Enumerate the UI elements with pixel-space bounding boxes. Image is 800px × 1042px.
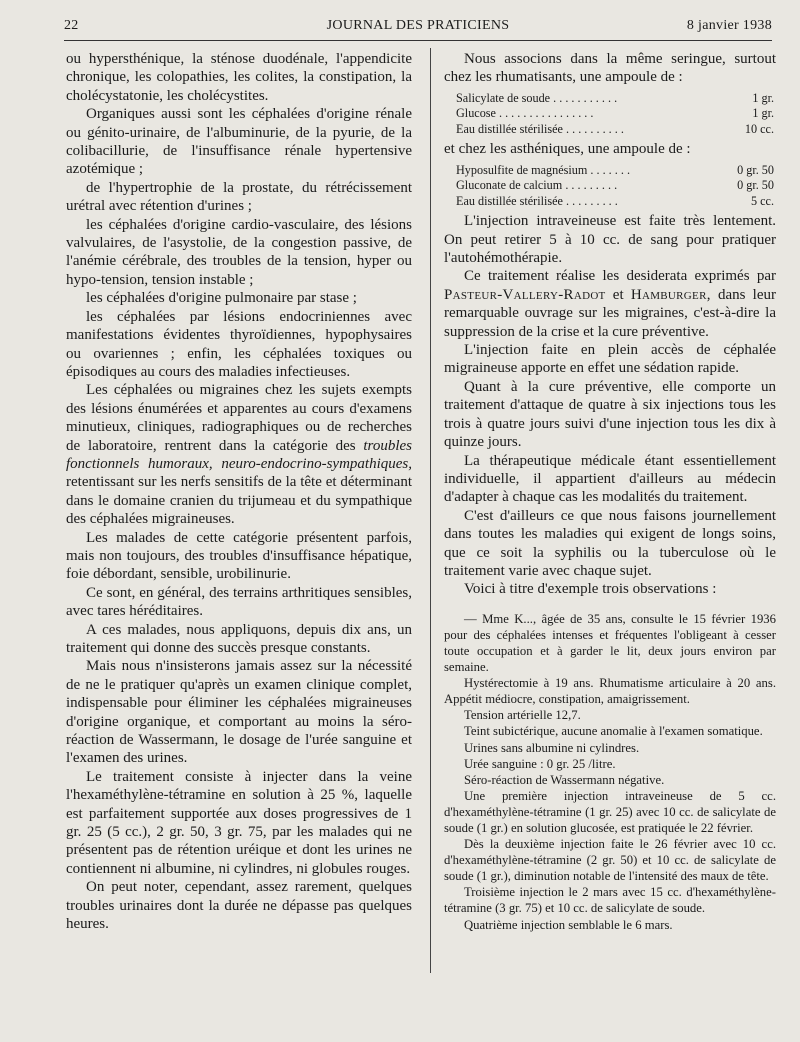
paragraph: Organiques aussi sont les céphalées d'origine rénale ou génito-urinaire, de l'albuminurie, de la pyurie, de la colibacillurie, de l'insuffisance rénale hypertensive azotémique ;: [66, 106, 412, 178]
ingredient: [456, 194, 692, 210]
quantity: 1 gr.: [752, 106, 774, 121]
observation-paragraph: Teint subictérique, aucune anomalie à l'examen somatique.: [464, 724, 763, 739]
observation-block: [444, 611, 776, 933]
paragraph: les céphalées d'origine cardio-vasculaire, des lésions valvulaires, de l'asystolie, de la congestion passive, de l'anémie cérébrale, des troubles de la tension, hyper ou hypo-tension, tension instable ;: [66, 216, 412, 288]
paragraph: Voici à titre d'exemple trois observations :: [464, 581, 717, 598]
text-run: Ce traitement réalise les desiderata exprimés par: [464, 268, 776, 285]
header-rule: [64, 40, 772, 41]
paragraph: [444, 267, 776, 341]
left-column: [66, 50, 412, 934]
paragraph: On peut noter, cependant, assez rarement, quelques troubles urinaires dont la durée ne dépasse pas quelques heures.: [66, 879, 412, 933]
paragraph: Le traitement consiste à injecter dans la veine l'hexaméthylène-tétramine en solution à 25 %, laquelle est parfaitement supportée aux doses progressives de 1 gr. 25 (5 cc.), 2 gr. 50, 3 gr. 75, par les malades qui ne présentent pas de rétention uréique et dont les urines ne contiennent ni albumine, ni cylindres, ni globules rouges.: [66, 768, 412, 877]
observation-paragraph: Dès la deuxième injection faite le 26 février avec 10 cc. d'hexaméthylène-tétramine (2 gr. 50) et 10 cc. de salicylate de soude (1 gr.), diminution notable de l'intensité des maux de tête.: [444, 837, 776, 884]
paragraph: Ce sont, en général, des terrains arthritiques sensibles, avec tares héréditaires.: [66, 584, 412, 620]
quantity: 5 cc.: [750, 193, 774, 208]
paragraph: Les malades de cette catégorie présentent parfois, mais non toujours, des troubles d'insuffisance hépatique, foie débordant, sensible, urobilinurie.: [66, 529, 412, 583]
right-column: [444, 50, 776, 933]
leader-dots: . . . . . . . . . .: [562, 121, 624, 136]
formula-row: [456, 91, 774, 107]
text-run: et: [605, 286, 631, 303]
ingredient-name: Eau distillée stérilisée: [456, 193, 563, 208]
leader-dots: . . . . . . . . . . . . . . . .: [495, 106, 594, 121]
paragraph: les céphalées par lésions endocriniennes avec manifestations évidentes thyroïdiennes, hypophysaires ou ovariennes ; enfin, les céphalées toxiques ou épisodiques au cours des maladies infectieuses.: [66, 308, 412, 380]
journal-title: JOURNAL DES PRATICIENS: [326, 18, 510, 33]
ingredient-name: Gluconate de calcium: [456, 178, 563, 193]
paragraph: A ces malades, nous appliquons, depuis dix ans, un traitement qui donne des succès presque constants.: [66, 621, 412, 656]
formula-table-rheumatic: [456, 91, 774, 138]
observation-paragraph: Une première injection intraveineuse de 5 cc. d'hexaméthylène-tétramine (1 gr. 25) avec 10 cc. de salicylate de soude (1 gr.) en solution glucosée, est pratiquée le 22 février.: [444, 788, 776, 835]
observation-paragraph: Séro-réaction de Wassermann négative.: [464, 772, 665, 787]
observation-paragraph: Hystérectomie à 19 ans. Rhumatisme articulaire à 20 ans. Appétit médiocre, constipation, amaigrissement.: [444, 676, 776, 707]
paragraph: L'injection intraveineuse est faite très lentement. On peut retirer 5 à 10 cc. de sang pour pratiquer l'autohémothérapie.: [444, 213, 776, 267]
paragraph: Quant à la cure préventive, elle comporte un traitement d'attaque de quatre à six injections tous les trois à quatre jours suivi d'une injection tous les dix à quinze jours.: [444, 378, 776, 451]
paragraph: les céphalées d'origine pulmonaire par stase ;: [86, 290, 357, 307]
paragraph: Nous associons dans la même seringue, surtout chez les rhumatisants, une ampoule de :: [444, 51, 776, 86]
formula-row: [456, 106, 774, 122]
paragraph: L'injection faite en plein accès de céphalée migraineuse apporte en effet une sédation rapide.: [444, 342, 776, 377]
ingredient: [456, 106, 692, 122]
formula-row: [456, 178, 774, 194]
paragraph: ou hypersthénique, la sténose duodénale, l'appendicite chronique, les colopathies, les colites, la constipation, la cholécystatonie, les cholécystites.: [66, 51, 412, 104]
formula-row: [456, 122, 774, 138]
paragraph: Mais nous n'insisterons jamais assez sur la nécessité de ne le pratiquer qu'après un examen clinique complet, indispensable pour éliminer les céphalées migraineuses d'origine organique, et comportant au moins la séro-réaction de Wassermann, le dosage de l'urée sanguine et l'examen des urines.: [66, 658, 412, 767]
observation-paragraph: Troisième injection le 2 mars avec 15 cc. d'hexaméthylène-tétramine (3 gr. 75) et 10 cc. de salicylate de soude.: [444, 885, 776, 916]
text-run: dans leur remarquable ouvrage sur les migraines, c'est-à-dire la suppression de la crise et la cure préventive.: [444, 286, 776, 340]
observation-paragraph: Urée sanguine : 0 gr. 25 /litre.: [464, 756, 616, 771]
text-run: Les céphalées ou migraines chez les sujets exempts des lésions énumérées et apparentes au cours d'examens minutieux, cliniques, radiographiques ou de recherches de laboratoire, rentrent dans la catégorie des: [66, 382, 412, 454]
ingredient-name: Eau distillée stérilisée: [456, 121, 563, 136]
formula-row: [456, 163, 774, 179]
paragraph: et chez les asthéniques, une ampoule de :: [444, 141, 691, 158]
author-name: Hamburger,: [630, 286, 711, 303]
leader-dots: . . . . . . . . . . .: [550, 90, 618, 105]
page-header: [64, 14, 772, 38]
quantity: 0 gr. 50: [737, 178, 774, 193]
paragraph: C'est d'ailleurs ce que nous faisons journellement dans toutes les maladies qui exigent de longs soins, que ce soit la syphilis ou la tuberculose où le traitement varie avec chaque sujet.: [444, 507, 776, 579]
issue-date: 8 janvier 1938: [686, 18, 772, 33]
observation-paragraph: — Mme K..., âgée de 35 ans, consulte le 15 février 1936 pour des céphalées intenses et fréquentes l'obligeant à cesser toute occupation et à garder le lit, deux jours environ par semaine.: [444, 611, 776, 675]
formula-table-asthenic: [456, 163, 774, 210]
ingredient: [456, 163, 692, 179]
quantity: 1 gr.: [752, 90, 774, 105]
author-name: Pasteur-Vallery-Radot: [444, 286, 606, 303]
leader-dots: . . . . . . . . .: [562, 193, 618, 208]
ingredient: [456, 91, 692, 107]
observation-paragraph: Quatrième injection semblable le 6 mars.: [464, 917, 673, 932]
page-number: 22: [64, 18, 79, 33]
formula-row: [456, 194, 774, 210]
ingredient: [456, 178, 692, 194]
ingredient-name: Glucose: [456, 106, 496, 121]
ingredient-name: Salicylate de soude: [456, 90, 551, 105]
observation-paragraph: Urines sans albumine ni cylindres.: [464, 740, 640, 755]
observation-paragraph: Tension artérielle 12,7.: [464, 708, 581, 723]
leader-dots: . . . . . . .: [587, 162, 630, 177]
paragraph: [66, 381, 412, 528]
paragraph: de l'hypertrophie de la prostate, du rétrécissement urétral avec rétention d'urines ;: [66, 179, 412, 215]
ingredient: [456, 122, 692, 138]
column-divider: [430, 48, 431, 973]
leader-dots: . . . . . . . . .: [562, 178, 618, 193]
italic-term: troubles fonctionnels humoraux, neuro-endocrino-sympathiques,: [66, 437, 412, 472]
quantity: 10 cc.: [744, 121, 774, 136]
paragraph: La thérapeutique médicale étant essentiellement individuelle, il appartient d'ailleurs au médecin d'adapter à chaque cas les modalités du traitement.: [444, 452, 776, 506]
quantity: 0 gr. 50: [737, 162, 774, 177]
text-run: retentissant sur les nerfs sensitifs de la tête et déterminant dans le domaine cranien du trijumeau et du sympathique des céphalées migraineuses.: [66, 474, 412, 528]
ingredient-name: Hyposulfite de magnésium: [456, 162, 588, 177]
